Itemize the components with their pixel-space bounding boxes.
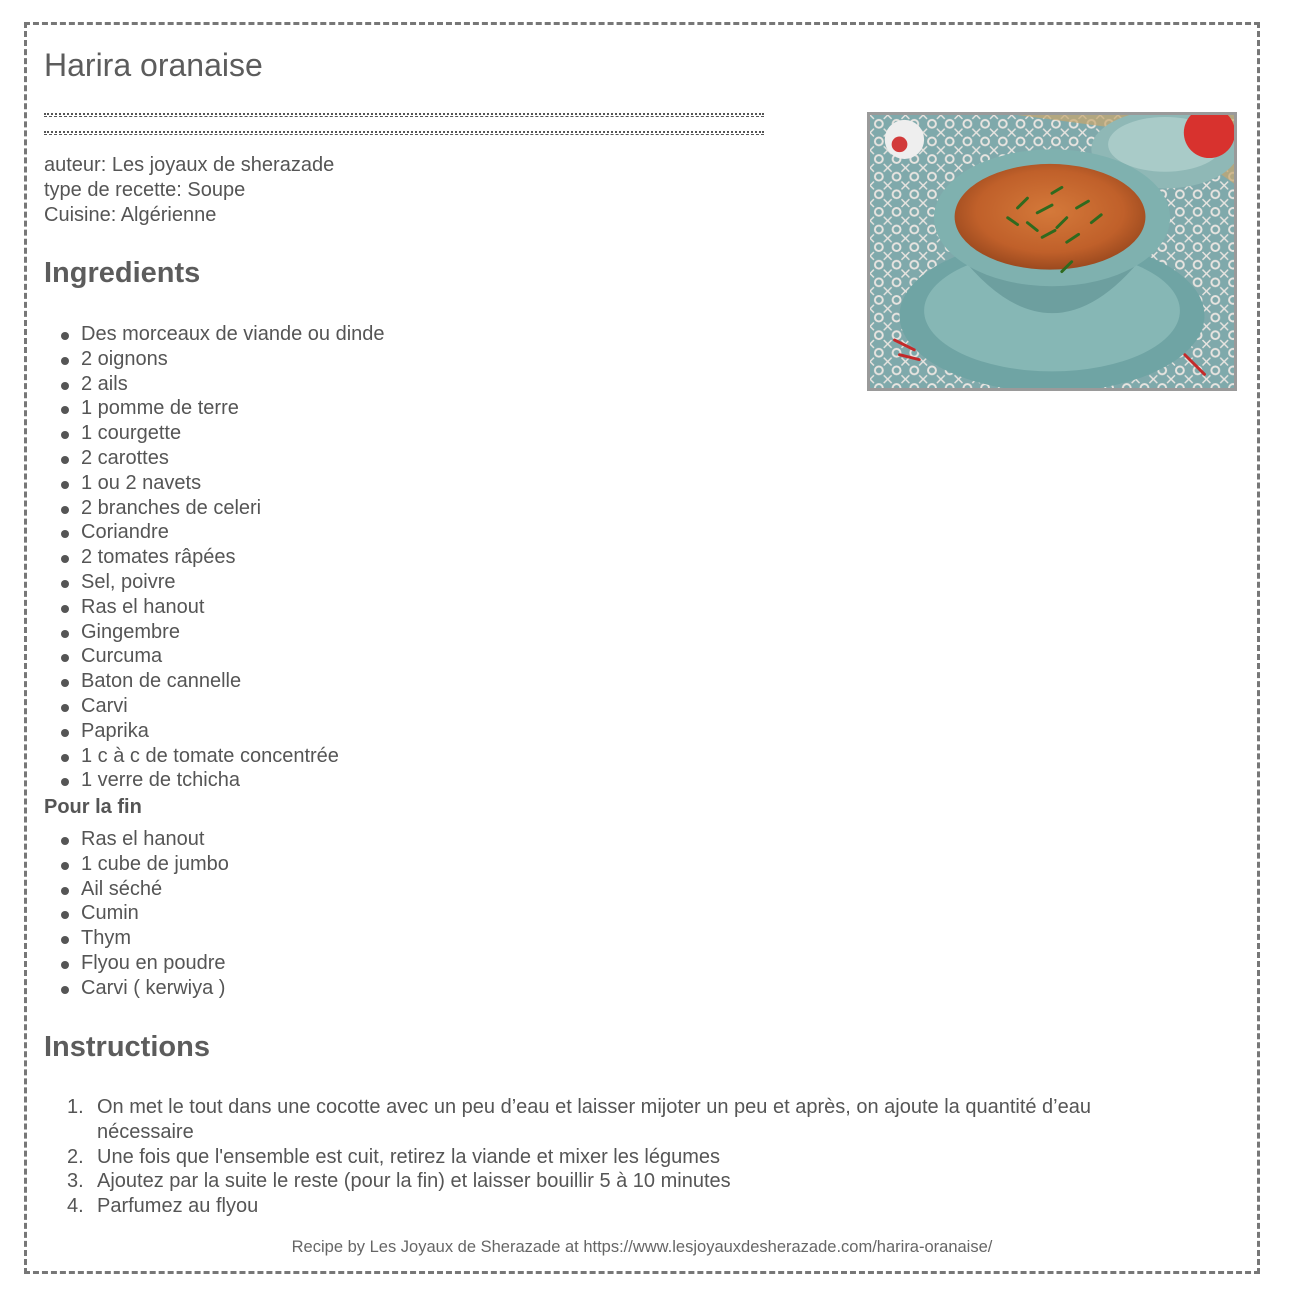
ingredient-item: Cumin	[44, 901, 229, 926]
instruction-step	[44, 1095, 1184, 1145]
soup-photo-icon	[870, 115, 1234, 388]
ingredient-item: Ail séché	[44, 877, 229, 902]
step-text: Ajoutez par la suite le reste (pour la fin) et laisser bouillir 5 à 10 minutes	[97, 1170, 731, 1193]
bullet-icon	[61, 986, 69, 994]
ingredients-list	[44, 322, 385, 793]
ingredient-item: 1 ou 2 navets	[44, 471, 385, 496]
ingredient-item: 2 carottes	[44, 446, 385, 471]
instruction-step	[44, 1169, 1184, 1194]
recipe-card	[24, 22, 1260, 1274]
bullet-icon	[61, 456, 69, 464]
bullet-icon	[61, 580, 69, 588]
step-number: 4.	[67, 1195, 84, 1218]
bullet-icon	[61, 837, 69, 845]
ingredient-item: 2 oignons	[44, 347, 385, 372]
bullet-icon	[61, 654, 69, 662]
step-number: 2.	[67, 1145, 84, 1168]
recipe-footer: Recipe by Les Joyaux de Sherazade at https://www.lesjoyauxdesherazade.com/harira-oranaise/	[291, 1238, 993, 1256]
bullet-icon	[61, 431, 69, 439]
recipe-cuisine: Cuisine: Algérienne	[44, 204, 217, 226]
bullet-icon	[61, 754, 69, 762]
ingredient-item: Carvi	[44, 694, 385, 719]
ingredient-item: 1 courgette	[44, 421, 385, 446]
bullet-icon	[61, 357, 69, 365]
recipe-type: type de recette: Soupe	[44, 179, 246, 201]
ingredient-item: Carvi ( kerwiya )	[44, 976, 229, 1001]
ingredient-item: Curcuma	[44, 644, 385, 669]
bullet-icon	[61, 506, 69, 514]
bullet-icon	[61, 887, 69, 895]
step-text: Une fois que l'ensemble est cuit, retirez la viande et mixer les légumes	[97, 1145, 720, 1168]
ingredient-item: Gingembre	[44, 620, 385, 645]
final-ingredients-heading: Pour la fin	[44, 796, 142, 818]
recipe-photo	[867, 112, 1237, 391]
bullet-icon	[61, 406, 69, 414]
bullet-icon	[61, 555, 69, 563]
instruction-step	[44, 1145, 1184, 1170]
ingredient-item: 2 branches de celeri	[44, 496, 385, 521]
ingredient-item: Flyou en poudre	[44, 951, 229, 976]
ingredient-item: Coriandre	[44, 520, 385, 545]
divider	[44, 134, 764, 135]
final-ingredients-list	[44, 827, 229, 1001]
ingredient-item: 1 cube de jumbo	[44, 852, 229, 877]
ingredients-heading: Ingredients	[44, 257, 201, 289]
bullet-icon	[61, 605, 69, 613]
bullet-icon	[61, 630, 69, 638]
ingredient-item: 1 c à c de tomate concentrée	[44, 744, 385, 769]
divider	[44, 116, 764, 117]
bullet-icon	[61, 936, 69, 944]
step-text: Parfumez au flyou	[97, 1195, 259, 1218]
bullet-icon	[61, 382, 69, 390]
divider	[44, 131, 764, 133]
bullet-icon	[61, 481, 69, 489]
ingredient-item: Des morceaux de viande ou dinde	[44, 322, 385, 347]
bullet-icon	[61, 778, 69, 786]
bullet-icon	[61, 704, 69, 712]
bullet-icon	[61, 332, 69, 340]
recipe-author: auteur: Les joyaux de sherazade	[44, 154, 335, 176]
instructions-list	[44, 1095, 1184, 1219]
instructions-heading: Instructions	[44, 1031, 210, 1063]
step-number: 1.	[67, 1096, 84, 1118]
bullet-icon	[61, 530, 69, 538]
instruction-step	[44, 1194, 1184, 1219]
ingredient-item: Sel, poivre	[44, 570, 385, 595]
step-text: On met le tout dans une cocotte avec un peu d’eau et laisser mijoter un peu et après, on ajoute la quantité d’eau nécessaire	[97, 1096, 1091, 1143]
ingredient-item: Baton de cannelle	[44, 669, 385, 694]
bullet-icon	[61, 911, 69, 919]
ingredient-item: Paprika	[44, 719, 385, 744]
bullet-icon	[61, 679, 69, 687]
bullet-icon	[61, 862, 69, 870]
bullet-icon	[61, 729, 69, 737]
bullet-icon	[61, 961, 69, 969]
ingredient-item: Ras el hanout	[44, 827, 229, 852]
ingredient-item: 2 tomates râpées	[44, 545, 385, 570]
ingredient-item: Thym	[44, 926, 229, 951]
ingredient-item: 2 ails	[44, 372, 385, 397]
ingredient-item: Ras el hanout	[44, 595, 385, 620]
ingredient-item: 1 pomme de terre	[44, 396, 385, 421]
recipe-title: Harira oranaise	[44, 47, 263, 83]
recipe-meta	[44, 153, 334, 228]
step-number: 3.	[67, 1170, 84, 1193]
divider	[44, 113, 764, 115]
ingredient-item: 1 verre de tchicha	[44, 768, 385, 793]
